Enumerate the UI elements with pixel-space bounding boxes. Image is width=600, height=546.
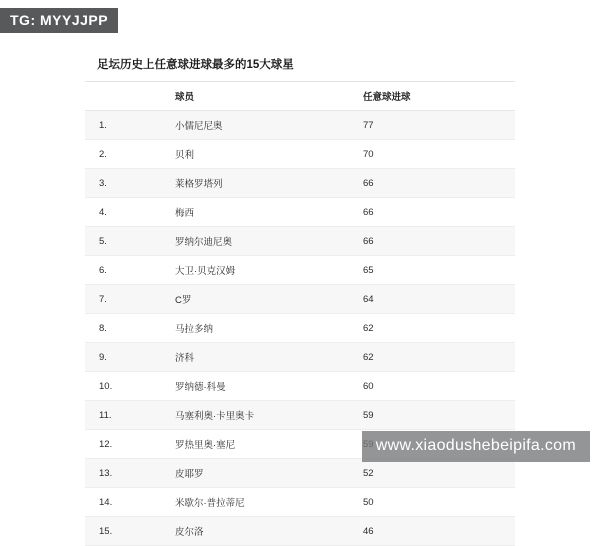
table-row	[85, 169, 515, 198]
table-row	[85, 372, 515, 401]
cell-player: 罗纳尔迪尼奥	[133, 227, 345, 256]
cell-player: 莱格罗塔列	[133, 169, 345, 198]
cell-rank: 1.	[85, 111, 133, 140]
table-row	[85, 140, 515, 169]
cell-rank: 2.	[85, 140, 133, 169]
table-row	[85, 227, 515, 256]
cell-goals: 66	[345, 198, 515, 227]
table-row	[85, 285, 515, 314]
cell-rank: 14.	[85, 488, 133, 517]
cell-goals: 59	[345, 401, 515, 430]
cell-rank: 15.	[85, 517, 133, 546]
card-title: 足坛历史上任意球进球最多的15大球星	[85, 46, 515, 82]
table-body	[85, 111, 515, 546]
cell-player: 济科	[133, 343, 345, 372]
table-row	[85, 459, 515, 488]
cell-goals: 46	[345, 517, 515, 546]
cell-rank: 5.	[85, 227, 133, 256]
table-header-row	[85, 82, 515, 111]
cell-rank: 9.	[85, 343, 133, 372]
table-row	[85, 198, 515, 227]
column-header-rank	[85, 82, 133, 111]
table-head	[85, 82, 515, 111]
cell-player: 米歇尔·普拉蒂尼	[133, 488, 345, 517]
table-row	[85, 343, 515, 372]
cell-player: 小儒尼尼奥	[133, 111, 345, 140]
cell-player: 皮尔洛	[133, 517, 345, 546]
cell-goals: 62	[345, 343, 515, 372]
table-row	[85, 256, 515, 285]
table-row	[85, 314, 515, 343]
table-row	[85, 517, 515, 546]
cell-rank: 3.	[85, 169, 133, 198]
site-url-watermark: www.xiaodushebeipifa.com	[362, 431, 590, 462]
ranking-card	[85, 46, 515, 546]
cell-goals: 66	[345, 169, 515, 198]
cell-goals: 70	[345, 140, 515, 169]
cell-goals: 50	[345, 488, 515, 517]
cell-player: 马拉多纳	[133, 314, 345, 343]
cell-rank: 6.	[85, 256, 133, 285]
cell-rank: 7.	[85, 285, 133, 314]
cell-player: 皮耶罗	[133, 459, 345, 488]
cell-rank: 10.	[85, 372, 133, 401]
cell-rank: 11.	[85, 401, 133, 430]
column-header-player: 球员	[133, 82, 345, 111]
cell-goals: 77	[345, 111, 515, 140]
cell-player: 马塞利奥·卡里奥卡	[133, 401, 345, 430]
cell-player: 大卫·贝克汉姆	[133, 256, 345, 285]
ranking-table	[85, 82, 515, 546]
cell-goals: 65	[345, 256, 515, 285]
table-row	[85, 488, 515, 517]
cell-player: 罗热里奥·塞尼	[133, 430, 345, 459]
cell-player: 贝利	[133, 140, 345, 169]
table-row	[85, 111, 515, 140]
cell-goals: 62	[345, 314, 515, 343]
cell-rank: 4.	[85, 198, 133, 227]
cell-player: C罗	[133, 285, 345, 314]
cell-rank: 12.	[85, 430, 133, 459]
cell-goals: 66	[345, 227, 515, 256]
cell-player: 梅西	[133, 198, 345, 227]
cell-rank: 8.	[85, 314, 133, 343]
cell-goals: 64	[345, 285, 515, 314]
column-header-goals: 任意球进球	[345, 82, 515, 111]
cell-player: 罗纳德·科曼	[133, 372, 345, 401]
telegram-watermark-badge: TG: MYYJJPP	[0, 8, 118, 33]
cell-rank: 13.	[85, 459, 133, 488]
cell-goals: 60	[345, 372, 515, 401]
cell-goals: 52	[345, 459, 515, 488]
table-row	[85, 401, 515, 430]
